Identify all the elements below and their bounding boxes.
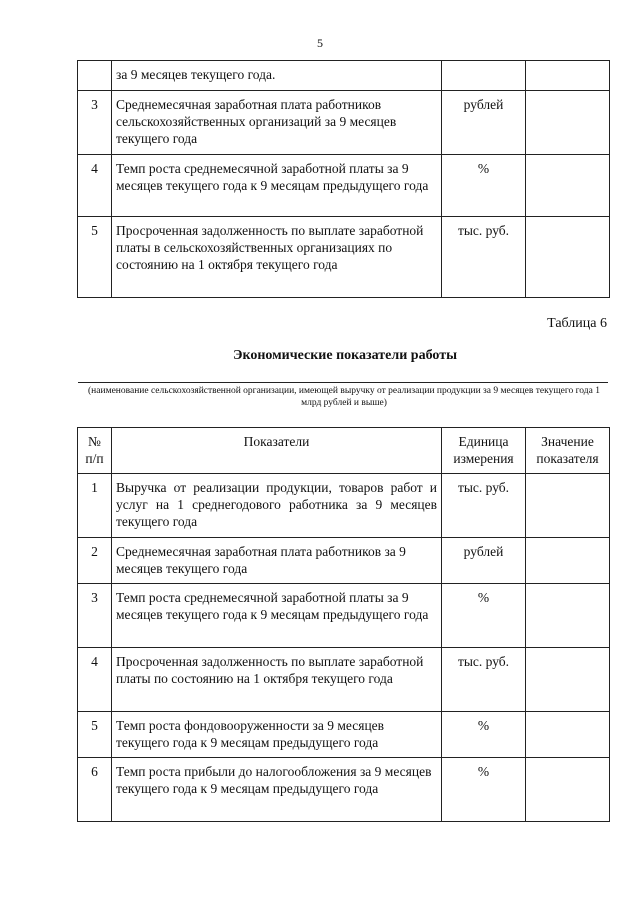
row-number: 1	[78, 474, 112, 538]
row-number: 3	[78, 584, 112, 648]
row-number: 5	[78, 217, 112, 298]
value-cell	[526, 474, 610, 538]
table-caption: Таблица 6	[547, 316, 607, 331]
header-num: № п/п	[78, 428, 112, 474]
table-row	[78, 155, 610, 217]
value-cell	[526, 712, 610, 758]
value-cell	[526, 155, 610, 217]
header-unit: Единица измерения	[442, 428, 526, 474]
value-cell	[526, 217, 610, 298]
unit-cell: тыс. руб.	[442, 648, 526, 712]
table-row	[78, 758, 610, 822]
table-header-row	[78, 428, 610, 474]
indicator-cell: Темп роста среднемесячной заработной платы за 9 месяцев текущего года к 9 месяцам предыдущего года	[112, 155, 442, 217]
unit-cell: %	[442, 155, 526, 217]
row-number: 4	[78, 155, 112, 217]
page-number: 5	[317, 36, 323, 50]
indicator-cell: Темп роста фондовооруженности за 9 месяцев текущего года к 9 месяцам предыдущего года	[112, 712, 442, 758]
table-row	[78, 538, 610, 584]
indicator-cell: Среднемесячная заработная плата работников за 9 месяцев текущего года	[112, 538, 442, 584]
table-row	[78, 712, 610, 758]
row-number: 4	[78, 648, 112, 712]
economic-indicators-table	[77, 427, 610, 822]
value-cell	[526, 648, 610, 712]
unit-cell: %	[442, 758, 526, 822]
value-cell	[526, 758, 610, 822]
unit-cell: %	[442, 584, 526, 648]
unit-cell: тыс. руб.	[442, 217, 526, 298]
indicator-cell: Просроченная задолженность по выплате заработной платы в сельскохозяйственных организациях по состоянию на 1 октября текущего года	[112, 217, 442, 298]
indicator-cell: за 9 месяцев текущего года.	[112, 61, 442, 91]
indicators-table-continued	[77, 60, 610, 298]
unit-cell	[442, 61, 526, 91]
value-cell	[526, 61, 610, 91]
section-title: Экономические показатели работы	[232, 348, 458, 363]
row-number: 5	[78, 712, 112, 758]
indicator-cell: Темп роста среднемесячной заработной платы за 9 месяцев текущего года к 9 месяцам предыдущего года	[112, 584, 442, 648]
table-row	[78, 648, 610, 712]
organization-name-line	[78, 382, 608, 383]
table-row	[78, 474, 610, 538]
unit-cell: тыс. руб.	[442, 474, 526, 538]
indicator-cell: Просроченная задолженность по выплате заработной платы по состоянию на 1 октября текущего года	[112, 648, 442, 712]
header-value: Значение показателя	[526, 428, 610, 474]
row-number: 6	[78, 758, 112, 822]
table-row	[78, 584, 610, 648]
unit-cell: рублей	[442, 538, 526, 584]
header-indicator: Показатели	[112, 428, 442, 474]
row-number	[78, 61, 112, 91]
indicator-cell: Темп роста прибыли до налогообложения за 9 месяцев текущего года к 9 месяцам предыдущего года	[112, 758, 442, 822]
row-number: 2	[78, 538, 112, 584]
table-row	[78, 61, 610, 91]
indicator-cell: Выручка от реализации продукции, товаров работ и услуг на 1 среднегодового работника за 9 месяцев текущего года	[112, 474, 442, 538]
unit-cell: %	[442, 712, 526, 758]
value-cell	[526, 91, 610, 155]
value-cell	[526, 538, 610, 584]
value-cell	[526, 584, 610, 648]
organization-name-hint: (наименование сельскохозяйственной организации, имеющей выручку от реализации продукции за 9 месяцев текущего года 1 млрд рублей и выше)	[88, 386, 600, 408]
table-row	[78, 91, 610, 155]
unit-cell: рублей	[442, 91, 526, 155]
indicator-cell: Среднемесячная заработная плата работников сельскохозяйственных организаций за 9 месяцев текущего года	[112, 91, 442, 155]
table-row	[78, 217, 610, 298]
row-number: 3	[78, 91, 112, 155]
